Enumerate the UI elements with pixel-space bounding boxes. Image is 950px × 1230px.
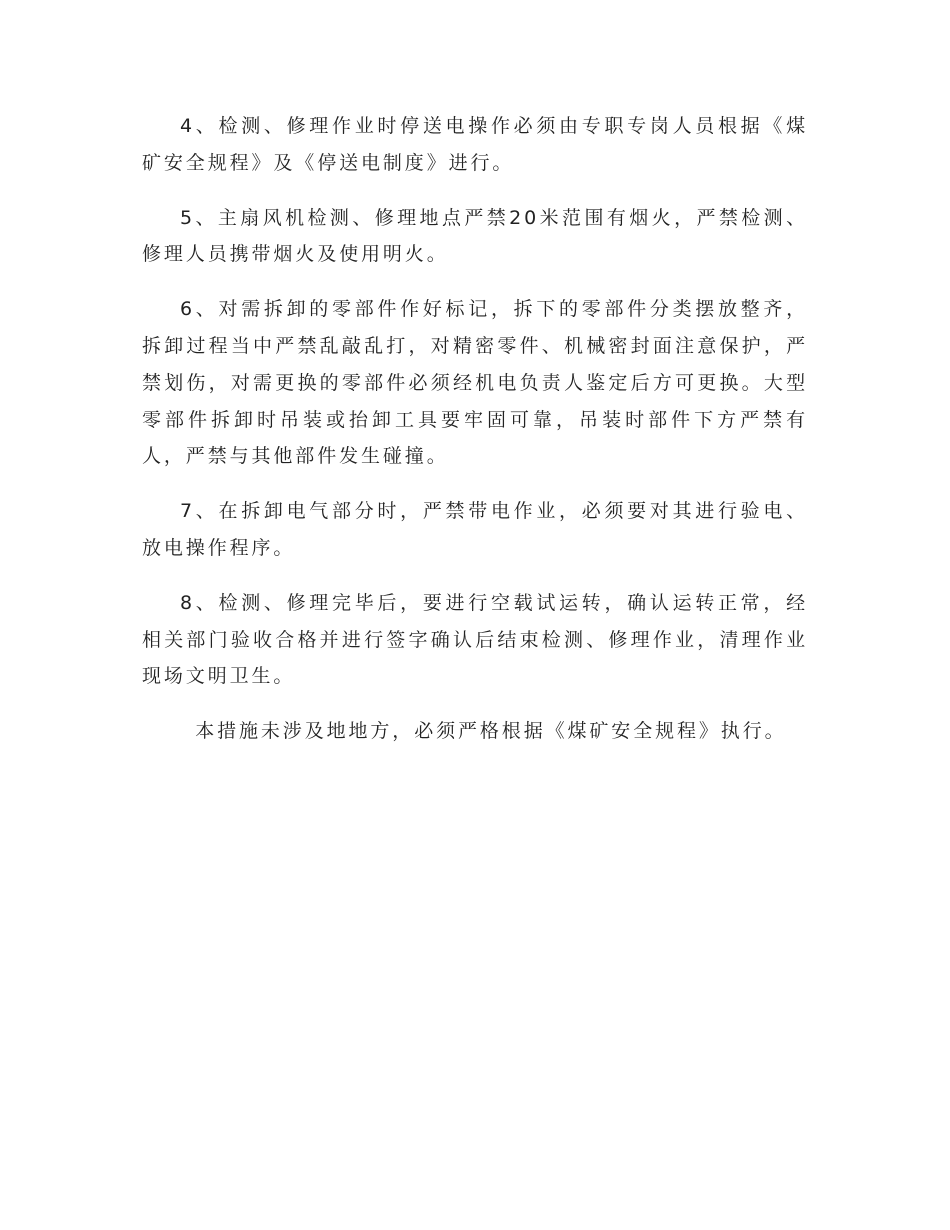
paragraph-item-6: 6、对需拆卸的零部件作好标记，拆下的零部件分类摆放整齐，拆卸过程当中严禁乱敲乱打，对精密零件、机械密封面注意保护，严禁划伤，对需更换的零部件必须经机电负责人鉴定后方可更换。大型零部件拆卸时吊装或抬卸工具要牢固可靠，吊装时部件下方严禁有人，严禁与其他部件发生碰撞。	[142, 298, 808, 468]
paragraph-item-8: 8、检测、修理完毕后，要进行空载试运转，确认运转正常，经相关部门验收合格并进行签字确认后结束检测、修理作业，清理作业现场文明卫生。	[142, 591, 808, 688]
paragraph-item-7: 7、在拆卸电气部分时，严禁带电作业，必须要对其进行验电、放电操作程序。	[142, 500, 808, 559]
closing-statement: 本措施未涉及地地方，必须严格根据《煤矿安全规程》执行。	[195, 720, 787, 743]
paragraph-item-4: 4、检测、修理作业时停送电操作必须由专职专岗人员根据《煤矿安全规程》及《停送电制度》进行。	[142, 115, 808, 174]
paragraph-item-5: 5、主扇风机检测、修理地点严禁20米范围有烟火，严禁检测、修理人员携带烟火及使用明火。	[142, 206, 808, 266]
document-body	[142, 108, 808, 768]
